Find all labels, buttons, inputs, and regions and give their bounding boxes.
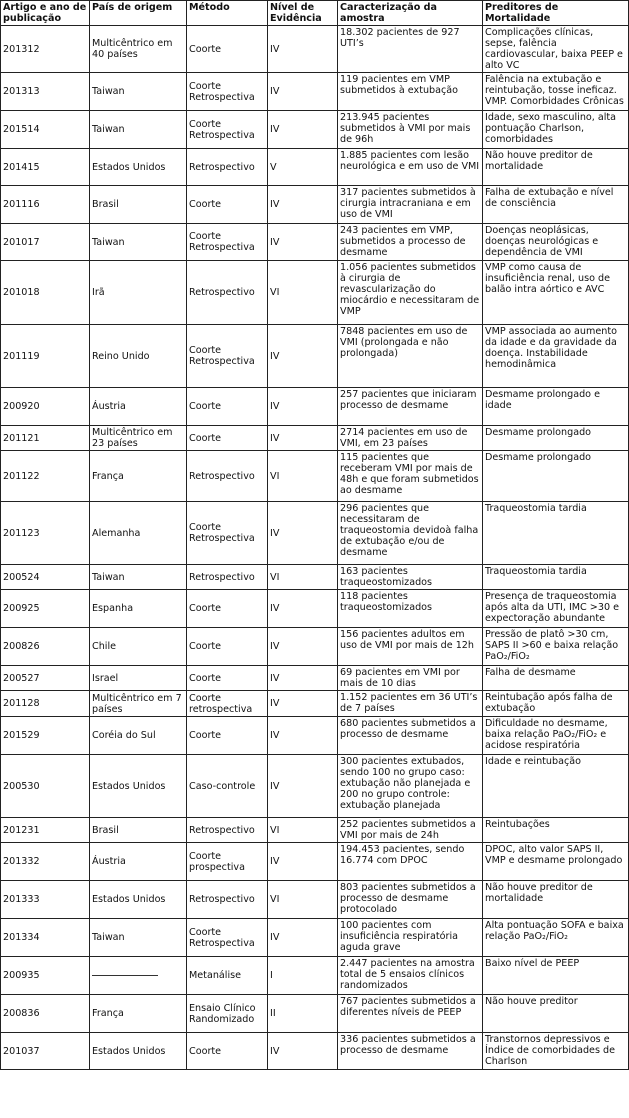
cell-evidence-level: IV [268,919,338,957]
table-row [1,224,629,261]
table-row [1,881,629,919]
cell-evidence-level: VI [268,565,338,590]
cell-article-year: 201123 [1,502,90,565]
cell-method: Retrospectivo [187,149,268,186]
cell-country [90,957,187,995]
cell-evidence-level: IV [268,691,338,717]
table-body [1,26,629,1070]
cell-evidence-level: IV [268,426,338,451]
table-row [1,818,629,843]
cell-article-year: 201529 [1,717,90,755]
cell-sample: 163 pacientes traqueostomizados [338,565,483,590]
table-row [1,388,629,426]
cell-sample: 680 pacientes submetidos a processo de desmame [338,717,483,755]
cell-country: Irã [90,261,187,325]
cell-method: Retrospectivo [187,818,268,843]
cell-evidence-level: IV [268,843,338,881]
cell-predictors: Reintubações [483,818,629,843]
cell-method: Coorte Retrospectiva [187,325,268,388]
cell-country: França [90,995,187,1033]
table-row [1,691,629,717]
cell-sample: 1.056 pacientes submetidos à cirurgia de revascularização do miocárdio e necessitaram de VMP [338,261,483,325]
cell-sample: 767 pacientes submetidos a diferentes níveis de PEEP [338,995,483,1033]
cell-evidence-level: IV [268,26,338,73]
cell-predictors: Baixo nível de PEEP [483,957,629,995]
cell-evidence-level: IV [268,186,338,224]
cell-predictors: Dificuldade no desmame, baixa relação PaO₂/FiO₂ e acidose respiratória [483,717,629,755]
cell-country: Estados Unidos [90,149,187,186]
table-row [1,426,629,451]
table-row [1,666,629,691]
cell-country: Estados Unidos [90,1033,187,1070]
cell-article-year: 200530 [1,755,90,818]
cell-evidence-level: IV [268,502,338,565]
cell-evidence-level: IV [268,590,338,628]
header-article-year: Artigo e ano de publicação [1,1,90,26]
cell-sample: 213.945 pacientes submetidos à VMI por mais de 96h [338,111,483,149]
cell-evidence-level: IV [268,73,338,111]
cell-evidence-level: IV [268,224,338,261]
cell-article-year: 201122 [1,451,90,502]
cell-method: Retrospectivo [187,881,268,919]
cell-article-year: 200920 [1,388,90,426]
cell-sample: 803 pacientes submetidos a processo de desmame protocolado [338,881,483,919]
cell-country: Multicêntrico em 7 países [90,691,187,717]
cell-evidence-level: VI [268,881,338,919]
header-row [1,1,629,26]
cell-predictors: VMP como causa de insuficiência renal, uso de balão intra aórtico e AVC [483,261,629,325]
cell-predictors: Desmame prolongado [483,451,629,502]
cell-article-year: 201415 [1,149,90,186]
cell-article-year: 201116 [1,186,90,224]
table-row [1,755,629,818]
cell-predictors: Desmame prolongado e idade [483,388,629,426]
cell-article-year: 201037 [1,1033,90,1070]
cell-country: França [90,451,187,502]
table-row [1,590,629,628]
table-row [1,502,629,565]
table-row [1,843,629,881]
blank-line [92,974,158,976]
cell-evidence-level: IV [268,1033,338,1070]
cell-method: Coorte Retrospectiva [187,111,268,149]
cell-evidence-level: I [268,957,338,995]
cell-predictors: Não houve preditor [483,995,629,1033]
cell-article-year: 201312 [1,26,90,73]
cell-sample: 317 pacientes submetidos à cirurgia intracraniana e em uso de VMI [338,186,483,224]
cell-evidence-level: IV [268,628,338,666]
cell-sample: 300 pacientes extubados, sendo 100 no grupo caso: extubação não planejada e 200 no grupo controle: extubação planejada [338,755,483,818]
cell-evidence-level: V [268,149,338,186]
header-evidence-level: Nível de Evidência [268,1,338,26]
cell-evidence-level: IV [268,755,338,818]
cell-sample: 336 pacientes submetidos a processo de desmame [338,1033,483,1070]
cell-country: Multicêntrico em 40 países [90,26,187,73]
cell-evidence-level: IV [268,717,338,755]
cell-sample: 118 pacientes traqueostomizados [338,590,483,628]
cell-method: Coorte [187,426,268,451]
cell-method: Retrospectivo [187,261,268,325]
cell-country: Reino Unido [90,325,187,388]
cell-sample: 1.885 pacientes com lesão neurológica e em uso de VMI [338,149,483,186]
header-method: Método [187,1,268,26]
cell-predictors: Falha de extubação e nível de consciência [483,186,629,224]
cell-predictors: Idade, sexo masculino, alta pontuação Charlson, comorbidades [483,111,629,149]
cell-sample: 7848 pacientes em uso de VMI (prolongada e não prolongada) [338,325,483,388]
header-predictors: Preditores de Mortalidade [483,1,629,26]
table-row [1,919,629,957]
cell-article-year: 200925 [1,590,90,628]
cell-predictors: Idade e reintubação [483,755,629,818]
cell-method: Coorte [187,628,268,666]
cell-article-year: 201128 [1,691,90,717]
table-row [1,957,629,995]
cell-predictors: Doenças neoplásicas, doenças neurológicas e dependência de VMI [483,224,629,261]
table-row [1,451,629,502]
cell-country: Taiwan [90,919,187,957]
cell-sample: 115 pacientes que receberam VMI por mais de 48h e que foram submetidos ao desmame [338,451,483,502]
cell-method: Coorte Retrospectiva [187,73,268,111]
table-row [1,1033,629,1070]
table-row [1,26,629,73]
cell-sample: 257 pacientes que iniciaram processo de desmame [338,388,483,426]
cell-article-year: 200826 [1,628,90,666]
cell-country: Multicêntrico em 23 países [90,426,187,451]
cell-method: Coorte [187,666,268,691]
cell-predictors: Reintubação após falha de extubação [483,691,629,717]
cell-predictors: Não houve preditor de mortalidade [483,881,629,919]
cell-sample: 18.302 pacientes de 927 UTI’s [338,26,483,73]
cell-country: Espanha [90,590,187,628]
table-row [1,149,629,186]
cell-method: Coorte [187,26,268,73]
header-country: País de origem [90,1,187,26]
cell-method: Coorte prospectiva [187,843,268,881]
cell-article-year: 201514 [1,111,90,149]
cell-sample: 1.152 pacientes em 36 UTI’s de 7 países [338,691,483,717]
cell-sample: 296 pacientes que necessitaram de traqueostomia devidoà falha de extubação e/ou de desmame [338,502,483,565]
cell-article-year: 201333 [1,881,90,919]
cell-predictors: Pressão de platô >30 cm, SAPS II >60 e baixa relação PaO₂/FiO₂ [483,628,629,666]
cell-method: Caso-controle [187,755,268,818]
cell-method: Coorte retrospectiva [187,691,268,717]
cell-method: Metanálise [187,957,268,995]
cell-article-year: 201231 [1,818,90,843]
cell-country: Brasil [90,186,187,224]
table-row [1,717,629,755]
cell-method: Coorte [187,590,268,628]
cell-country: Taiwan [90,565,187,590]
cell-sample: 2.447 pacientes na amostra total de 5 ensaios clínicos randomizados [338,957,483,995]
cell-predictors: Falência na extubação e reintubação, tosse ineficaz. VMP. Comorbidades Crônicas [483,73,629,111]
cell-method: Coorte [187,717,268,755]
cell-country: Brasil [90,818,187,843]
cell-sample: 119 pacientes em VMP submetidos à extubação [338,73,483,111]
cell-predictors: DPOC, alto valor SAPS II, VMP e desmame prolongado [483,843,629,881]
cell-article-year: 201332 [1,843,90,881]
cell-predictors: Não houve preditor de mortalidade [483,149,629,186]
cell-country: Estados Unidos [90,881,187,919]
table-row [1,565,629,590]
cell-sample: 156 pacientes adultos em uso de VMI por mais de 12h [338,628,483,666]
cell-sample: 243 pacientes em VMP, submetidos a processo de desmame [338,224,483,261]
cell-sample: 252 pacientes submetidos a VMI por mais de 24h [338,818,483,843]
cell-country: Estados Unidos [90,755,187,818]
cell-article-year: 201313 [1,73,90,111]
table-row [1,73,629,111]
cell-predictors: Traqueostomia tardia [483,502,629,565]
cell-article-year: 200524 [1,565,90,590]
table-row [1,261,629,325]
cell-sample: 69 pacientes em VMI por mais de 10 dias [338,666,483,691]
table-row [1,628,629,666]
cell-method: Retrospectivo [187,451,268,502]
cell-article-year: 200836 [1,995,90,1033]
cell-evidence-level: VI [268,451,338,502]
cell-country: Áustria [90,843,187,881]
cell-evidence-level: VI [268,818,338,843]
cell-predictors: Complicações clínicas, sepse, falência cardiovascular, baixa PEEP e alto VC [483,26,629,73]
cell-method: Ensaio Clínico Randomizado [187,995,268,1033]
cell-evidence-level: IV [268,111,338,149]
cell-evidence-level: II [268,995,338,1033]
cell-sample: 2714 pacientes em uso de VMI, em 23 países [338,426,483,451]
cell-article-year: 200527 [1,666,90,691]
table-row [1,111,629,149]
cell-predictors: Desmame prolongado [483,426,629,451]
table-row [1,995,629,1033]
table-row [1,186,629,224]
cell-method: Retrospectivo [187,565,268,590]
header-sample: Caracterização da amostra [338,1,483,26]
cell-article-year: 201119 [1,325,90,388]
cell-country: Coréia do Sul [90,717,187,755]
cell-article-year: 201121 [1,426,90,451]
cell-country: Taiwan [90,73,187,111]
cell-predictors: Falha de desmame [483,666,629,691]
cell-article-year: 200935 [1,957,90,995]
cell-article-year: 201017 [1,224,90,261]
cell-evidence-level: IV [268,325,338,388]
cell-country: Israel [90,666,187,691]
cell-sample: 100 pacientes com insuficiência respiratória aguda grave [338,919,483,957]
cell-predictors: Presença de traqueostomia após alta da UTI, IMC >30 e expectoração abundante [483,590,629,628]
cell-method: Coorte [187,186,268,224]
cell-predictors: Alta pontuação SOFA e baixa relação PaO₂/FiO₂ [483,919,629,957]
cell-article-year: 201018 [1,261,90,325]
cell-method: Coorte Retrospectiva [187,919,268,957]
cell-evidence-level: IV [268,388,338,426]
cell-evidence-level: VI [268,261,338,325]
cell-predictors: Transtornos depressivos e Índice de comorbidades de Charlson [483,1033,629,1070]
cell-country: Alemanha [90,502,187,565]
cell-method: Coorte [187,388,268,426]
cell-method: Coorte Retrospectiva [187,502,268,565]
cell-article-year: 201334 [1,919,90,957]
cell-country: Chile [90,628,187,666]
cell-country: Áustria [90,388,187,426]
table-row [1,325,629,388]
cell-predictors: VMP associada ao aumento da idade e da gravidade da doença. Instabilidade hemodinâmica [483,325,629,388]
cell-method: Coorte Retrospectiva [187,224,268,261]
cell-evidence-level: IV [268,666,338,691]
cell-country: Taiwan [90,111,187,149]
cell-predictors: Traqueostomia tardia [483,565,629,590]
cell-method: Coorte [187,1033,268,1070]
cell-sample: 194.453 pacientes, sendo 16.774 com DPOC [338,843,483,881]
cell-country: Taiwan [90,224,187,261]
